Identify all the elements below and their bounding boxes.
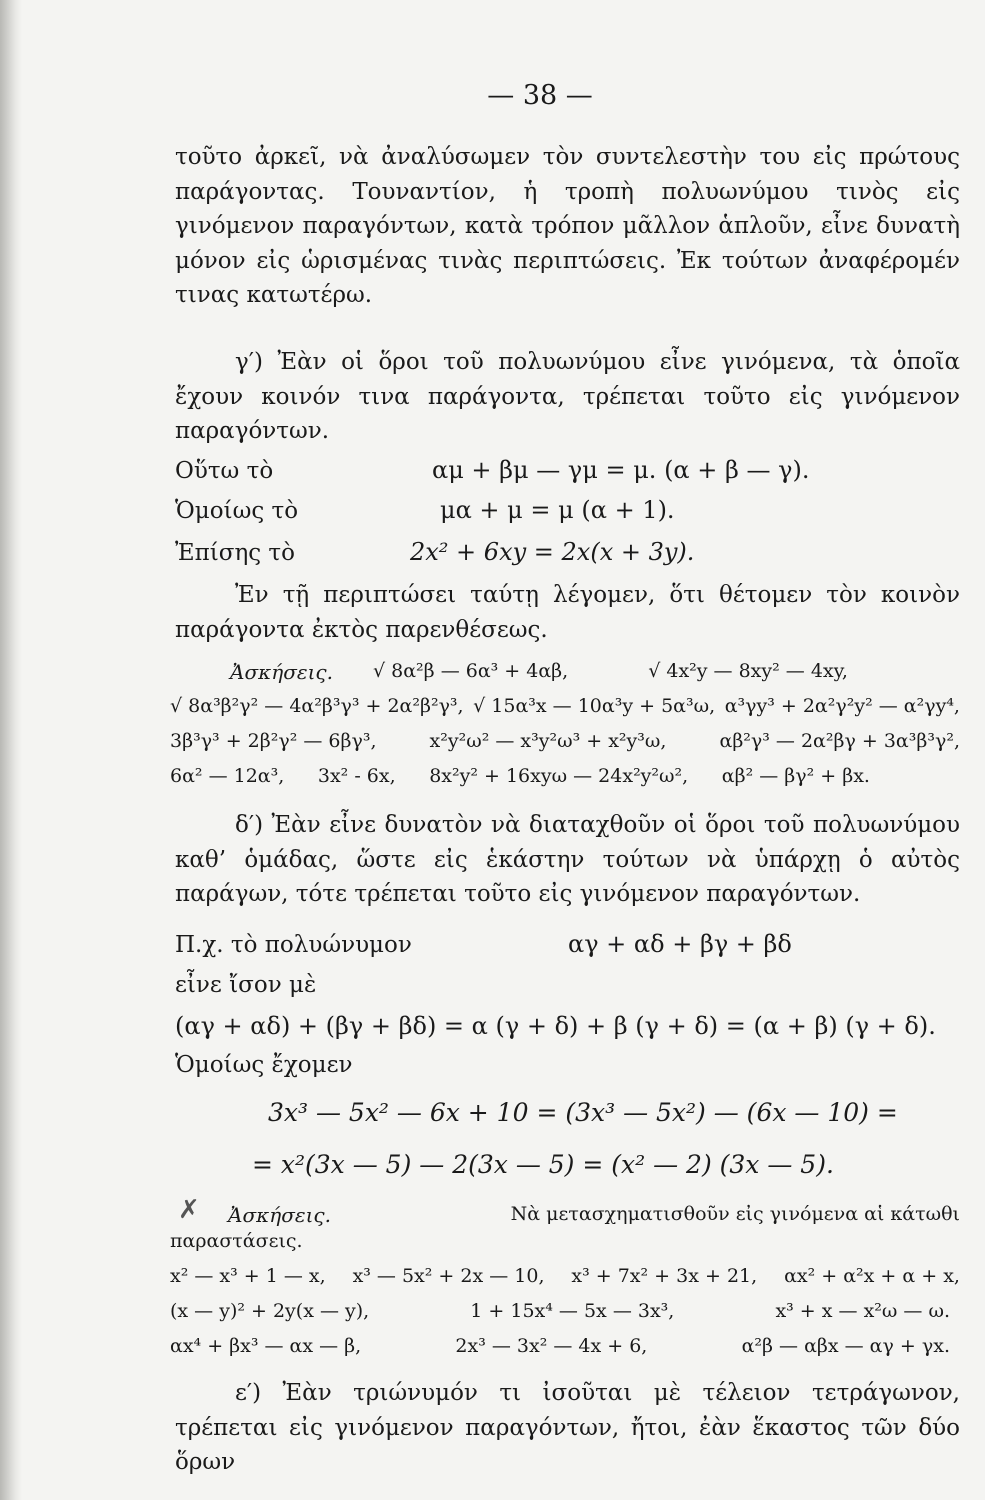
exercise-instruction-cont: παραστάσεις. [170,1230,303,1252]
equals-label: εἶνε ἴσον μὲ [175,972,317,998]
exercise-item: 3x² - 6x, [317,765,396,787]
paragraph-delta: δ′) Ἐὰν εἶνε δυνατὸν νὰ διαταχθοῦν οἱ ὅροι τοῦ πολυωνύμου καθ’ ὁμάδας, ὥστε εἰς ἑκάστην τούτων νὰ ὑπάρχῃ ὁ αὐτὸς παράγων, τότε τρέπεται τοῦτο εἰς γινόμενον παραγόντων. [175,812,960,908]
exercise-item: x² — x³ + 1 — x, [170,1265,326,1287]
exercise-line [228,1203,960,1227]
exercise-item: x³ + 7x² + 3x + 21, [571,1265,758,1287]
example-label-2: Ὁμοίως τὸ [175,498,299,524]
paragraph-gamma: γ′) Ἐὰν οἱ ὅροι τοῦ πολυωνύμου εἶνε γινόμενα, τὰ ὁποῖα ἔχουν κοινόν τινα παράγοντα, τρέπεται τοῦτο εἰς γινόμενον παραγόντων. [175,349,960,445]
example-px-label: Π.χ. τὸ πολυώνυμον [175,932,412,958]
exercise-item: α³γy³ + 2α²γ²y² — α²γy⁴, [724,695,960,717]
exercise-line [170,1265,960,1287]
exercise-item: √ 15α³x — 10α³y + 5α³ω, [473,695,716,717]
example-formula-1: αμ + βμ — γμ = μ. (α + β — γ). [432,456,810,484]
exercise-line [170,1335,950,1357]
exercise-line [170,765,870,787]
exercise-line [170,1300,950,1322]
exercise-item: α²β — αβx — αγ + γx. [741,1335,950,1357]
example-formula-2: μα + μ = μ (α + 1). [440,496,675,524]
exercise-item: αβ²γ³ — 2α²βγ + 3α³β³γ², [719,730,960,752]
paragraph-epsilon: ε′) Ἐὰν τριώνυμόν τι ἰσοῦται μὲ τέλειον τετράγωνον, τρέπεται εἰς γινόμενον παραγόντων, ἤτοι, ἐὰν ἕκαστος τῶν δύο ὅρων [175,1380,960,1476]
equation-line-2: = x²(3x — 5) — 2(3x — 5) = (x² — 2) (3x — 5). [252,1150,834,1179]
paragraph-common-factor: Ἐν τῇ περιπτώσει ταύτῃ λέγομεν, ὅτι θέτομεν τὸν κοινὸν παράγοντα ἐκτὸς παρενθέσεως. [175,582,960,643]
exercise-item: x³ — 5x² + 2x — 10, [352,1265,545,1287]
exercise-item: √ 8α³β²γ² — 4α²β³γ³ + 2α²β²γ³, [170,695,464,717]
exercise-item: αx² + α²x + α + x, [784,1265,960,1287]
equation-line-1: 3x³ — 5x² — 6x + 10 = (3x³ — 5x²) — (6x — 10) = [268,1098,898,1127]
exercise-line [170,730,960,752]
exercises-heading: Ἀσκήσεις. [228,1203,331,1227]
exercise-instruction: Νὰ μετασχηματισθοῦν εἰς γινόμενα αἱ κάτωθι [510,1203,960,1225]
example-label-3: Ἐπίσης τὸ [175,540,295,566]
exercise-line [170,695,960,717]
exercises-heading: Ἀσκήσεις. [230,660,333,684]
paragraph-intro: τοῦτο ἀρκεῖ, νὰ ἀναλύσωμεν τὸν συντελεστὴν του εἰς πρώτους παράγοντας. Τουναντίον, ἡ τροπὴ πολυωνύμου τινὸς εἰς γινόμενον παραγόντων, κατὰ τρόπον μᾶλλον ἁπλοῦν, εἶνε δυνατὴ μόνον εἰς ὡρισμένας τινὰς περιπτώσεις. Ἐκ τούτων ἀναφέρομέν τινας κατωτέρω. [175,144,960,309]
exercise-item: (x — y)² + 2y(x — y), [170,1300,370,1322]
pencil-x-mark: ✗ [178,1195,200,1225]
exercise-item: 6α² — 12α³, [170,765,285,787]
exercise-item: x²y²ω² — x³y²ω³ + x²y³ω, [429,730,667,752]
exercise-item: 3β³γ³ + 2β²γ² — 6βγ³, [170,730,377,752]
exercise-line [170,1230,470,1252]
example-label-1: Οὕτω τὸ [175,458,274,484]
exercise-item: αβ² — βγ² + βx. [721,765,870,787]
grouping-equation: (αγ + αδ) + (βγ + βδ) = α (γ + δ) + β (γ + δ) = (α + β) (γ + δ). [175,1012,936,1040]
exercise-item: 8x²y² + 16xyω — 24x²y²ω², [429,765,689,787]
page-binding-shadow [0,0,22,1500]
example-px-formula: αγ + αδ + βγ + βδ [568,930,792,958]
exercise-item: 1 + 15x⁴ — 5x — 3x³, [470,1300,675,1322]
example-formula-3: 2x² + 6xy = 2x(x + 3y). [410,538,695,566]
page-number: — 38 — [487,80,593,111]
omoios-label: Ὁμοίως ἔχομεν [175,1052,353,1078]
exercise-item: 2x³ — 3x² — 4x + 6, [455,1335,648,1357]
exercise-item: √ 8α²β — 6α³ + 4αβ, [372,660,569,682]
exercise-item: x³ + x — x²ω — ω. [775,1300,950,1322]
exercise-line [230,660,930,684]
exercise-item: αx⁴ + βx³ — αx — β, [170,1335,362,1357]
exercise-item: √ 4x²y — 8xy² — 4xy, [648,660,848,682]
